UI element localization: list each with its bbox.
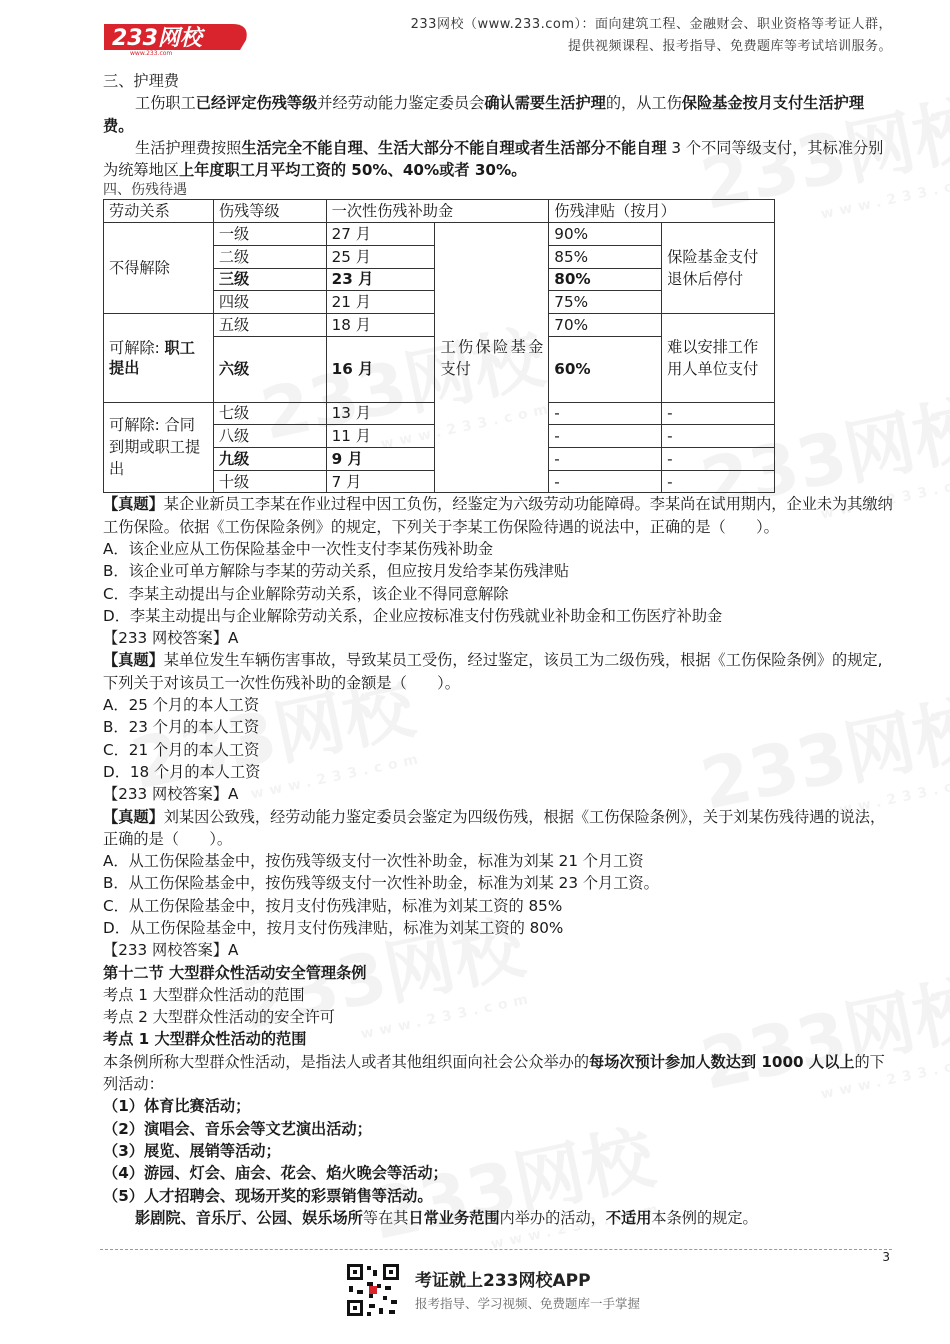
page-header [0, 0, 950, 65]
pct-cell: 90% [549, 223, 662, 246]
section-title: 三、护理费 [103, 72, 179, 90]
footer-promo [345, 1262, 675, 1322]
section-title: 四、伤残待遇 [103, 182, 187, 199]
note-text: 难以安排工作 [667, 337, 759, 356]
months-cell: 9 月 [326, 447, 435, 470]
option: C．从工伤保险基金中，按月支付伤残津贴，标准为刘某工资的 85% [103, 896, 563, 915]
text-run: 3 个不同等级支付，其标准分别为统筹地区 [103, 138, 884, 180]
pct-cell: - [549, 425, 662, 448]
relation-cell: 不得解除 [104, 223, 214, 314]
answer: 【233 网校答案】A [103, 629, 239, 648]
question-text: 某企业新员工李某在作业过程中因工负伤，经鉴定为六级劳动功能障碍。李某尚在试用期内，企业未为其缴纳工伤保险。依据《工伤保险条例》的规定，下列关于李某工伤保险待遇的说法中，正确的是（ ）。 [103, 495, 893, 536]
months-cell: 16 月 [326, 336, 435, 402]
pct-cell: 70% [549, 313, 662, 336]
bold-run: 日常业务范围 [408, 1208, 500, 1227]
months-cell: 7 月 [326, 470, 435, 493]
logo-text: 233网校 [112, 26, 202, 51]
note-text: 退休后停付 [667, 270, 744, 289]
text-run: 生活护理费按照 [135, 138, 242, 157]
months-cell: 21 月 [326, 291, 435, 314]
pct-cell: 80% [549, 268, 662, 291]
relation-bold: 职工提出 [109, 338, 195, 377]
qr-code-icon[interactable] [345, 1262, 401, 1318]
question-stem [103, 806, 893, 851]
option: A．从工伤保险基金中，按伤残等级支付一次性补助金，标准为刘某 21 个月工资 [103, 852, 644, 871]
paragraph [103, 1051, 893, 1096]
text-run: 工伤职工 [135, 94, 196, 113]
option: B．从工伤保险基金中，按伤残等级支付一次性补助金，标准为刘某 23 个月工资。 [103, 874, 659, 893]
bold-run: 每场次预计参加人数达到 1000 人以上 [589, 1052, 855, 1071]
question-block [103, 649, 893, 805]
point-heading-text: 考点 1 大型群众性活动的范围 [103, 1030, 307, 1049]
question-tag: 【真题】 [103, 807, 164, 826]
document-body [103, 70, 893, 1229]
note-cell: - [662, 425, 775, 448]
note-cell [662, 313, 775, 402]
question-block [103, 493, 893, 649]
list-item-text: （3）展览、展销等活动； [103, 1141, 281, 1160]
paragraph [103, 137, 893, 182]
table-header-cell: 劳动关系 [104, 200, 214, 223]
option: B．该企业可单方解除与李某的劳动关系，但应按月发给李某伤残津贴 [103, 562, 570, 581]
note-cell: - [662, 470, 775, 493]
text-run: 的下列活动： [103, 1052, 885, 1094]
bold-run: 不适用 [605, 1208, 652, 1227]
bold-run: 确认需要生活护理 [484, 94, 606, 113]
text-run: 等在其 [362, 1208, 409, 1227]
level-cell: 五级 [213, 313, 326, 336]
level-cell: 八级 [213, 425, 326, 448]
header-line-2: 提供视频课程、报考指导、免费题库等考试培训服务。 [567, 39, 892, 54]
option: D．18 个月的本人工资 [103, 762, 261, 781]
option: A．该企业应从工伤保险基金中一次性支付李某伤残补助金 [103, 539, 494, 558]
level-cell: 三级 [213, 268, 326, 291]
question-stem [103, 493, 893, 538]
option: C．李某主动提出与企业解除劳动关系，该企业不得同意解除 [103, 584, 509, 603]
option: B．23 个月的本人工资 [103, 718, 260, 737]
bold-run: 影剧院、音乐厅、公园、娱乐场所 [135, 1208, 363, 1227]
months-cell: 11 月 [326, 425, 435, 448]
months-cell: 25 月 [326, 245, 435, 268]
pct-cell: - [549, 470, 662, 493]
paragraph [103, 92, 893, 137]
list-item [103, 1095, 893, 1117]
point-item: 考点 2 大型群众性活动的安全许可 [103, 1008, 335, 1027]
note-cell [662, 223, 775, 314]
list-item-text: （2）演唱会、音乐会等文艺演出活动； [103, 1119, 372, 1138]
table-header-cell: 伤残等级 [213, 200, 326, 223]
level-cell: 四级 [213, 291, 326, 314]
level-cell: 十级 [213, 470, 326, 493]
option: D．李某主动提出与企业解除劳动关系，企业应按标准支付伤残就业补助金和工伤医疗补助金 [103, 606, 723, 625]
months-cell: 23 月 [326, 268, 435, 291]
question-block [103, 806, 893, 962]
bold-run: 保险基金按月支付生活护理费。 [103, 94, 864, 135]
relation-cell [104, 313, 214, 402]
option: C．21 个月的本人工资 [103, 740, 260, 759]
header-slogan [411, 14, 892, 58]
pct-cell: - [549, 402, 662, 425]
pct-cell: 75% [549, 291, 662, 314]
point-heading [103, 1028, 893, 1050]
question-text: 刘某因公致残，经劳动能力鉴定委员会鉴定为四级伤残，根据《工伤保险条例》，关于刘某伤残待遇的说法，正确的是（ ）。 [103, 807, 886, 848]
option: A．25 个月的本人工资 [103, 696, 260, 715]
table-header-cell: 一次性伤残补助金 [326, 200, 549, 223]
relation-prefix: 可解除: [109, 338, 165, 357]
note-text: 用人单位支付 [667, 359, 759, 378]
option: D．从工伤保险基金中，按月支付伤残津贴，标准为刘某工资的 80% [103, 919, 564, 937]
question-tag: 【真题】 [103, 651, 164, 670]
list-item [103, 1118, 893, 1140]
level-cell: 一级 [213, 223, 326, 246]
question-tag: 【真题】 [103, 495, 164, 514]
months-cell: 13 月 [326, 402, 435, 425]
text-run: 的，从工伤 [605, 94, 682, 113]
table-header-cell: 伤残津贴（按月） [549, 200, 775, 223]
footer-subtitle: 报考指导、学习视频、免费题库一手掌握 [415, 1296, 641, 1311]
text-run: 内举办的活动， [499, 1208, 606, 1227]
table-header-row [104, 200, 775, 223]
list-item [103, 1162, 893, 1184]
footer-divider [100, 1249, 892, 1250]
months-cell: 27 月 [326, 223, 435, 246]
fund-cell: 工伤保险基金支付 [435, 223, 549, 493]
list-item [103, 1185, 893, 1207]
logo-sub: www.233.com [130, 50, 173, 56]
pct-cell: 60% [549, 336, 662, 402]
bold-run: 生活完全不能自理、生活大部分不能自理或者生活部分不能自理 [241, 138, 667, 157]
answer: 【233 网校答案】A [103, 941, 239, 960]
section-heading-text: 第十二节 大型群众性活动安全管理条例 [103, 963, 367, 982]
page-number: 3 [882, 1250, 890, 1264]
paragraph [103, 1207, 893, 1229]
note-text: 保险基金支付 [667, 248, 759, 267]
point-item: 考点 1 大型群众性活动的范围 [103, 985, 305, 1004]
list-item-text: （4）游园、灯会、庙会、花会、焰火晚会等活动； [103, 1164, 448, 1183]
footer-title: 考证就上233网校APP [415, 1271, 591, 1291]
text-run: 并经劳动能力鉴定委员会 [317, 94, 485, 113]
level-cell: 二级 [213, 245, 326, 268]
months-cell: 18 月 [326, 313, 435, 336]
brand-logo [100, 18, 250, 56]
relation-cell: 可解除: 合同到期或职工提出 [104, 402, 214, 493]
header-line-1: 233网校（www.233.com）：面向建筑工程、金融财会、职业资格等考证人群， [410, 17, 892, 32]
section-heading [103, 962, 893, 984]
pct-cell: 85% [549, 245, 662, 268]
note-cell: - [662, 447, 775, 470]
question-stem [103, 649, 893, 694]
level-cell: 七级 [213, 402, 326, 425]
level-cell: 九级 [213, 447, 326, 470]
bold-run: 已经评定伤残等级 [195, 94, 318, 113]
disability-benefits-table [103, 199, 775, 493]
list-item [103, 1140, 893, 1162]
text-run: 本条例的规定。 [651, 1208, 758, 1227]
text-run: 本条例所称大型群众性活动，是指法人或者其他组织面向社会公众举办的 [103, 1052, 589, 1071]
level-cell: 六级 [213, 336, 326, 402]
bold-run: 上年度职工月平均工资的 50%、40%或者 30%。 [178, 161, 527, 180]
pct-cell: - [549, 447, 662, 470]
table-row [104, 223, 775, 246]
list-item-text: （5）人才招聘会、现场开奖的彩票销售等活动。 [103, 1186, 433, 1205]
note-cell: - [662, 402, 775, 425]
answer: 【233 网校答案】A [103, 785, 239, 804]
question-text: 某单位发生车辆伤害事故，导致某员工受伤，经过鉴定，该员工为二级伤残，根据《工伤保险条例》的规定,下列关于对该员工一次性伤残补助的金额是（ ）。 [103, 651, 883, 692]
list-item-text: （1）体育比赛活动； [103, 1097, 251, 1116]
